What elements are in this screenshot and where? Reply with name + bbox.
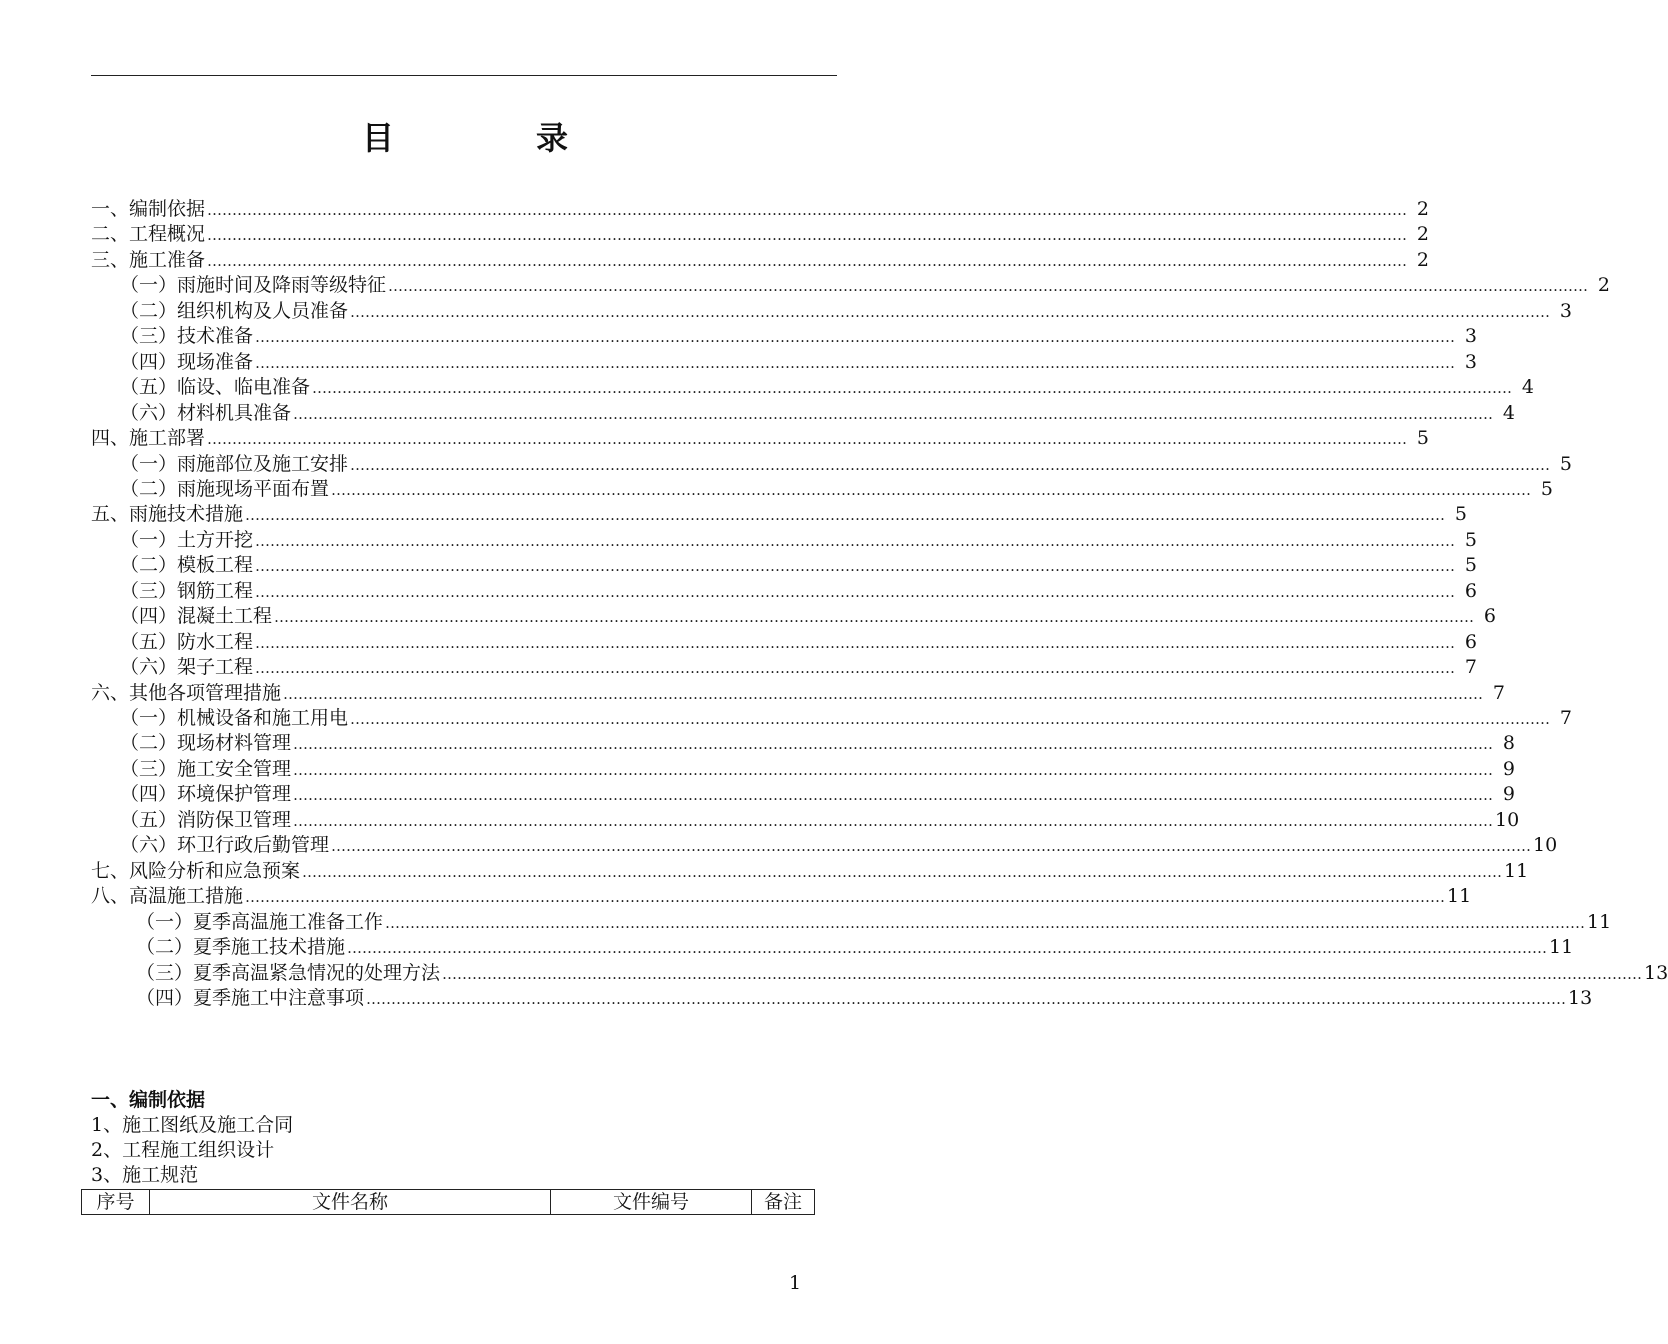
toc-entry <box>120 477 1554 502</box>
toc-entry-label: （三）夏季高温紧急情况的处理方法 <box>136 962 441 984</box>
toc-entry <box>91 197 1430 222</box>
toc-title-char-1: 目 <box>362 119 395 157</box>
toc-dot-leader: …………………………………………………………………………………………………………………………………………………………………………………………………………………… <box>331 837 1532 855</box>
toc-dot-leader: …………………………………………………………………………………………………………………………………………………………………………………………………………………… <box>255 659 1456 677</box>
toc-entry-page: 5 <box>1540 478 1554 500</box>
toc-entry-page: 2 <box>1416 198 1430 220</box>
toc-entry-label: （三）施工安全管理 <box>120 758 292 780</box>
toc-entry-label: 三、施工准备 <box>91 249 206 271</box>
toc-entry-page: 5 <box>1464 529 1478 551</box>
toc-entry <box>91 681 1506 706</box>
toc-dot-leader: …………………………………………………………………………………………………………………………………………………………………………………………………………………… <box>302 863 1503 881</box>
toc-dot-leader: …………………………………………………………………………………………………………………………………………………………………………………………………………………… <box>293 405 1494 423</box>
toc-entry-page: 5 <box>1559 453 1573 475</box>
toc-entry-page: 7 <box>1464 656 1478 678</box>
toc-entry-page: 11 <box>1504 860 1529 882</box>
toc-dot-leader: …………………………………………………………………………………………………………………………………………………………………………………………………………………… <box>255 532 1456 550</box>
toc-entry <box>120 630 1478 655</box>
toc-entry <box>120 579 1478 604</box>
toc-entry-label: （五）消防保卫管理 <box>120 809 292 831</box>
toc-entry <box>120 706 1573 731</box>
toc-dot-leader: …………………………………………………………………………………………………………………………………………………………………………………………………………………… <box>350 456 1551 474</box>
col-header-remark: 备注 <box>752 1190 815 1215</box>
toc-entry <box>136 935 1574 960</box>
toc-entry-label: 六、其他各项管理措施 <box>91 682 282 704</box>
toc-entry-label: 二、工程概况 <box>91 223 206 245</box>
toc-dot-leader: …………………………………………………………………………………………………………………………………………………………………………………………………………………… <box>283 685 1484 703</box>
toc-entry-label: （四）混凝土工程 <box>120 605 273 627</box>
toc-dot-leader: …………………………………………………………………………………………………………………………………………………………………………………………………………………… <box>245 506 1446 524</box>
toc-entry-label: 一、编制依据 <box>91 198 206 220</box>
toc-entry <box>120 604 1497 629</box>
toc-entry-page: 3 <box>1464 351 1478 373</box>
toc-entry-label: （四）夏季施工中注意事项 <box>136 987 365 1009</box>
toc-dot-leader: …………………………………………………………………………………………………………………………………………………………………………………………………………………… <box>293 786 1494 804</box>
toc-entry-page: 4 <box>1521 376 1535 398</box>
toc-entry-label: （六）架子工程 <box>120 656 254 678</box>
toc-entry-label: （二）雨施现场平面布置 <box>120 478 330 500</box>
col-header-index: 序号 <box>82 1190 150 1215</box>
toc-entry-label: （一）机械设备和施工用电 <box>120 707 349 729</box>
toc-dot-leader: …………………………………………………………………………………………………………………………………………………………………………………………………………………… <box>350 710 1551 728</box>
toc-entry-page: 6 <box>1483 605 1497 627</box>
toc-entry <box>120 833 1558 858</box>
toc-entry-label: （一）夏季高温施工准备工作 <box>136 911 384 933</box>
toc-entry <box>91 248 1430 273</box>
toc-entry-page: 11 <box>1549 936 1574 958</box>
toc-entry-label: （二）模板工程 <box>120 554 254 576</box>
toc-entry-label: （三）技术准备 <box>120 325 254 347</box>
section-heading: 一、编制依据 <box>91 1089 206 1111</box>
toc-entry <box>120 757 1516 782</box>
toc-dot-leader: …………………………………………………………………………………………………………………………………………………………………………………………………………………… <box>255 354 1456 372</box>
toc-entry <box>136 961 1668 986</box>
toc-entry <box>120 452 1573 477</box>
toc-dot-leader: …………………………………………………………………………………………………………………………………………………………………………………………………………………… <box>366 990 1567 1008</box>
toc-title-char-2: 录 <box>536 119 569 157</box>
toc-entry-page: 5 <box>1464 554 1478 576</box>
page-number: 1 <box>789 1272 802 1294</box>
toc-dot-leader: …………………………………………………………………………………………………………………………………………………………………………………………………………………… <box>293 735 1494 753</box>
toc-dot-leader: …………………………………………………………………………………………………………………………………………………………………………………………………………………… <box>331 481 1532 499</box>
basis-item-2: 2、工程施工组织设计 <box>91 1139 275 1161</box>
toc-dot-leader: …………………………………………………………………………………………………………………………………………………………………………………………………………………… <box>207 252 1408 270</box>
toc-entry-label: （三）钢筋工程 <box>120 580 254 602</box>
toc-entry-label: （二）夏季施工技术措施 <box>136 936 346 958</box>
toc-entry-page: 10 <box>1495 809 1520 831</box>
toc-dot-leader: …………………………………………………………………………………………………………………………………………………………………………………………………………………… <box>255 634 1456 652</box>
standards-table <box>81 1189 815 1215</box>
toc-dot-leader: …………………………………………………………………………………………………………………………………………………………………………………………………………………… <box>293 761 1494 779</box>
toc-entry-label: （六）环卫行政后勤管理 <box>120 834 330 856</box>
toc-entry-page: 9 <box>1502 758 1516 780</box>
toc-entry <box>136 910 1612 935</box>
toc-entry <box>91 426 1430 451</box>
toc-entry <box>136 986 1593 1011</box>
table-header-row <box>82 1190 815 1215</box>
toc-entry-page: 2 <box>1416 249 1430 271</box>
toc-dot-leader: …………………………………………………………………………………………………………………………………………………………………………………………………………………… <box>293 812 1494 830</box>
toc-entry-label: （一）土方开挖 <box>120 529 254 551</box>
toc-entry-label: （六）材料机具准备 <box>120 402 292 424</box>
toc-title <box>0 116 950 160</box>
toc-entry-label: （一）雨施时间及降雨等级特征 <box>120 274 387 296</box>
toc-entry-page: 2 <box>1416 223 1430 245</box>
toc-entry-page: 5 <box>1454 503 1468 525</box>
toc-entry-page: 11 <box>1447 885 1472 907</box>
col-header-name: 文件名称 <box>150 1190 551 1215</box>
toc-entry <box>91 222 1430 247</box>
toc-entry <box>91 502 1468 527</box>
toc-dot-leader: …………………………………………………………………………………………………………………………………………………………………………………………………………………… <box>207 226 1408 244</box>
toc-entry <box>120 350 1478 375</box>
toc-dot-leader: …………………………………………………………………………………………………………………………………………………………………………………………………………………… <box>312 379 1513 397</box>
toc-entry-page: 7 <box>1492 682 1506 704</box>
toc-entry <box>120 375 1535 400</box>
toc-dot-leader: …………………………………………………………………………………………………………………………………………………………………………………………………………………… <box>245 888 1446 906</box>
toc-entry-label: （五）临设、临电准备 <box>120 376 311 398</box>
toc-entry <box>120 655 1478 680</box>
toc-entry-page: 11 <box>1587 911 1612 933</box>
toc-dot-leader: …………………………………………………………………………………………………………………………………………………………………………………………………………………… <box>274 608 1475 626</box>
toc-entry <box>91 859 1529 884</box>
toc-entry-label: （四）现场准备 <box>120 351 254 373</box>
toc-entry <box>120 782 1516 807</box>
toc-entry <box>120 731 1516 756</box>
col-header-code: 文件编号 <box>551 1190 752 1215</box>
toc-entry-page: 13 <box>1568 987 1593 1009</box>
basis-item-1: 1、施工图纸及施工合同 <box>91 1114 294 1136</box>
toc-entry <box>120 324 1478 349</box>
toc-dot-leader: …………………………………………………………………………………………………………………………………………………………………………………………………………………… <box>385 914 1586 932</box>
header-rule <box>91 75 837 76</box>
toc-entry-label: （二）组织机构及人员准备 <box>120 300 349 322</box>
toc-entry <box>120 553 1478 578</box>
toc-entry-label: （五）防水工程 <box>120 631 254 653</box>
toc-entry-label: 五、雨施技术措施 <box>91 503 244 525</box>
toc-dot-leader: …………………………………………………………………………………………………………………………………………………………………………………………………………………… <box>207 430 1408 448</box>
toc-entry-page: 9 <box>1502 783 1516 805</box>
toc-entry-page: 4 <box>1502 402 1516 424</box>
toc-entry <box>120 273 1611 298</box>
toc-dot-leader: …………………………………………………………………………………………………………………………………………………………………………………………………………………… <box>255 328 1456 346</box>
toc-entry-page: 2 <box>1597 274 1611 296</box>
toc-entry <box>120 401 1516 426</box>
toc-entry <box>120 528 1478 553</box>
toc-dot-leader: …………………………………………………………………………………………………………………………………………………………………………………………………………………… <box>255 557 1456 575</box>
toc-entry-label: 八、高温施工措施 <box>91 885 244 907</box>
toc-dot-leader: …………………………………………………………………………………………………………………………………………………………………………………………………………………… <box>442 965 1643 983</box>
toc-entry-page: 5 <box>1416 427 1430 449</box>
toc-entry-page: 8 <box>1502 732 1516 754</box>
toc-entry-label: （一）雨施部位及施工安排 <box>120 453 349 475</box>
toc-entry-page: 6 <box>1464 631 1478 653</box>
toc-entry-label: 七、风险分析和应急预案 <box>91 860 301 882</box>
toc-entry-page: 7 <box>1559 707 1573 729</box>
section-basis <box>91 1088 851 1188</box>
toc-entry-page: 3 <box>1559 300 1573 322</box>
toc-dot-leader: …………………………………………………………………………………………………………………………………………………………………………………………………………………… <box>388 277 1589 295</box>
toc-entry-label: （四）环境保护管理 <box>120 783 292 805</box>
toc-entry-page: 6 <box>1464 580 1478 602</box>
toc-entry-page: 10 <box>1533 834 1558 856</box>
toc-dot-leader: …………………………………………………………………………………………………………………………………………………………………………………………………………………… <box>207 201 1408 219</box>
toc-entry <box>91 884 1472 909</box>
toc-entry-label: 四、施工部署 <box>91 427 206 449</box>
basis-item-3: 3、施工规范 <box>91 1164 199 1186</box>
toc-entry-page: 13 <box>1644 962 1668 984</box>
toc-entry-label: （二）现场材料管理 <box>120 732 292 754</box>
toc-dot-leader: …………………………………………………………………………………………………………………………………………………………………………………………………………………… <box>255 583 1456 601</box>
toc-dot-leader: …………………………………………………………………………………………………………………………………………………………………………………………………………………… <box>350 303 1551 321</box>
toc-entry <box>120 808 1520 833</box>
toc-entry <box>120 299 1573 324</box>
toc-entry-page: 3 <box>1464 325 1478 347</box>
toc-dot-leader: …………………………………………………………………………………………………………………………………………………………………………………………………………………… <box>347 939 1548 957</box>
